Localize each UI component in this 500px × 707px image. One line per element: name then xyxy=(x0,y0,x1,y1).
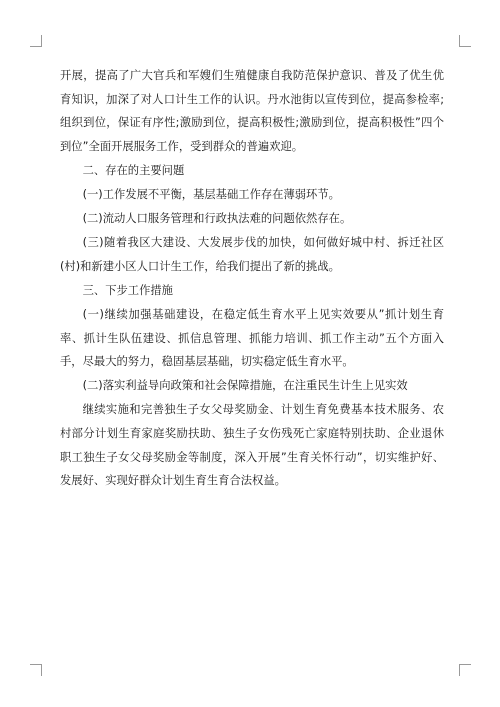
section-heading-problems: 二、存在的主要问题 xyxy=(82,163,185,177)
document-body xyxy=(60,64,444,493)
measure-item-1: (一)继续加强基础建设，在稳定低生育水平上见实效要从”抓计划生育率、抓计生队伍建设、抓信息管理、抓能力培训、抓工作主动”五个方面入手，尽最大的努力，稳固基层基础，切实稳定低生育水平。 xyxy=(60,307,444,369)
paragraph-continuation: 开展，提高了广大官兵和军嫂们生殖健康自我防范保护意识、普及了优生优育知识，加深了对人口计生工作的认识。丹水池街以宣传到位，提高参检率;组织到位，保证有序性;激励到位，提高积极性;激励到位，提高积极性”四个到位”全面开展服务工作，受到群众的普遍欢迎。 xyxy=(60,69,444,153)
section-heading-measures: 三、下步工作措施 xyxy=(82,283,173,297)
measure-item-2-detail: 继续实施和完善独生子女父母奖励金、计划生育免费基本技术服务、农村部分计划生育家庭奖励扶助、独生子女伤残死亡家庭特别扶助、企业退休职工独生子女父母奖励金等制度，深入开展”生育关怀行动”，切实维护好、发展好、实现好群众计划生育生育合法权益。 xyxy=(60,403,444,488)
crop-mark-bottom-right xyxy=(459,664,471,676)
measure-item-2: (二)落实利益导向政策和社会保障措施，在注重民生计生上见实效 xyxy=(82,379,408,393)
problem-item-2: (二)流动人口服务管理和行政执法难的问题依然存在。 xyxy=(82,212,352,226)
crop-mark-top-right xyxy=(459,35,471,47)
crop-mark-bottom-left xyxy=(30,664,42,676)
problem-item-3: (三)随着我区大建设、大发展步伐的加快，如何做好城中村、拆迁社区(村)和新建小区人口计生工作，给我们提出了新的挑战。 xyxy=(60,236,444,273)
crop-mark-top-left xyxy=(30,35,42,47)
problem-item-1: (一)工作发展不平衡，基层基础工作存在薄弱环节。 xyxy=(82,187,340,201)
